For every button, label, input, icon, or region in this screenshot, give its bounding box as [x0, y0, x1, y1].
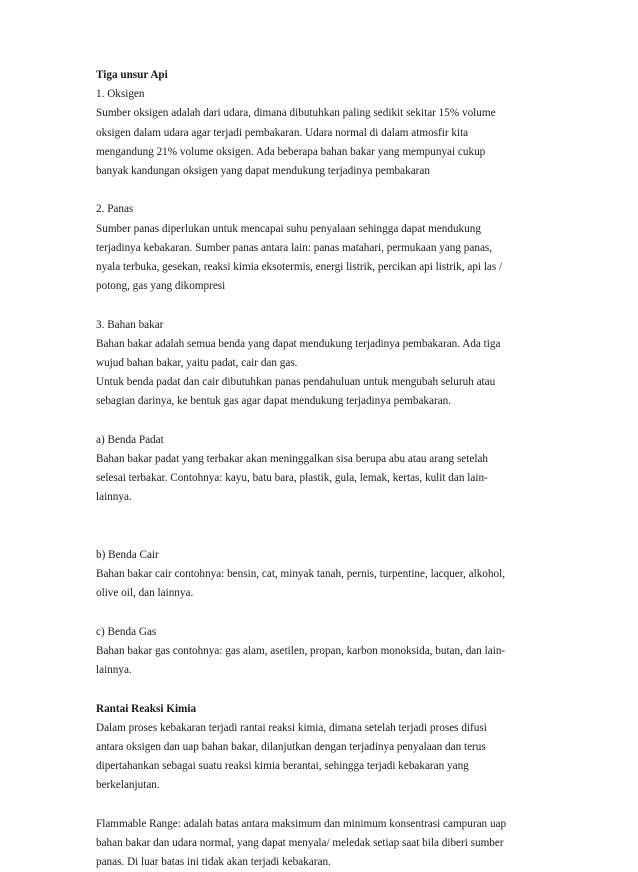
- paragraph-spacer: [96, 296, 546, 315]
- paragraph-spacer: [96, 604, 546, 623]
- paragraph-line: olive oil, dan lainnya.: [96, 587, 194, 600]
- paragraph-spacer: [96, 796, 546, 815]
- item-label-oksigen: 1. Oksigen: [96, 88, 145, 101]
- paragraph-line: terjadinya kebakaran. Sumber panas antara lain: panas matahari, permukaan yang panas,: [96, 241, 493, 254]
- paragraph-line: Bahan bakar padat yang terbakar akan meninggalkan sisa berupa abu atau arang setelah: [96, 453, 489, 466]
- document-body: [96, 66, 546, 872]
- paragraph-line: berkelanjutan.: [96, 779, 160, 792]
- paragraph-line: wujud bahan bakar, yaitu padat, cair dan gas.: [96, 357, 298, 370]
- paragraph-line: Sumber oksigen adalah dari udara, dimana dibutuhkan paling sedikit sekitar 15% volume: [96, 107, 496, 120]
- section-heading-rantai-reaksi-kimia: Rantai Reaksi Kimia: [96, 702, 197, 715]
- paragraph-line: nyala terbuka, gesekan, reaksi kimia eksotermis, energi listrik, percikan api listrik, api las /: [96, 261, 503, 274]
- paragraph-line: antara oksigen dan uap bahan bakar, dilanjutkan dengan terjadinya penyalaan dan terus: [96, 741, 486, 754]
- paragraph-line: lainnya.: [96, 664, 132, 677]
- paragraph-line: lainnya.: [96, 491, 132, 504]
- paragraph-line: Flammable Range: adalah batas antara maksimum dan minimum konsentrasi campuran uap: [96, 817, 507, 830]
- paragraph-line: panas. Di luar batas ini tidak akan terjadi kebakaran.: [96, 856, 331, 869]
- paragraph-spacer: [96, 508, 546, 546]
- paragraph-spacer: [96, 412, 546, 431]
- paragraph-line: banyak kandungan oksigen yang dapat mendukung terjadinya pembakaran: [96, 165, 430, 178]
- paragraph-line: potong, gas yang dikompresi: [96, 280, 226, 293]
- paragraph-line: sebagian darinya, ke bentuk gas agar dapat mendukung terjadinya pembakaran.: [96, 395, 452, 408]
- paragraph-line: Untuk benda padat dan cair dibutuhkan panas pendahuluan untuk mengubah seluruh atau: [96, 376, 496, 389]
- paragraph-spacer: [96, 181, 546, 200]
- subitem-label-benda-padat: a) Benda Padat: [96, 433, 164, 446]
- paragraph-line: selesai terbakar. Contohnya: kayu, batu bara, plastik, gula, lemak, kertas, kulit dan lain-: [96, 472, 488, 485]
- paragraph-line: oksigen dalam udara agar terjadi pembakaran. Udara normal di dalam atmosfir kita: [96, 126, 469, 139]
- paragraph-spacer: [96, 680, 546, 699]
- item-label-bahan-bakar: 3. Bahan bakar: [96, 318, 164, 331]
- paragraph-line: Bahan bakar gas contohnya: gas alam, asetilen, propan, karbon monoksida, butan, dan lain-: [96, 645, 506, 658]
- paragraph-line: bahan bakar dan udara normal, yang dapat menyala/ meledak setiap saat bila diberi sumber: [96, 837, 504, 850]
- subitem-label-benda-gas: c) Benda Gas: [96, 625, 157, 638]
- paragraph-line: Dalam proses kebakaran terjadi rantai reaksi kimia, dimana setelah terjadi proses difusi: [96, 721, 487, 734]
- paragraph-line: Bahan bakar cair contohnya: bensin, cat, minyak tanah, pernis, turpentine, lacquer, alkohol,: [96, 568, 505, 581]
- section-heading-tiga-unsur-api: Tiga unsur Api: [96, 69, 168, 81]
- paragraph-line: Sumber panas diperlukan untuk mencapai suhu penyalaan sehingga dapat mendukung: [96, 222, 481, 235]
- paragraph-line: dipertahankan sebagai suatu reaksi kimia berantai, sehingga terjadi kebakaran yang: [96, 760, 469, 773]
- item-label-panas: 2. Panas: [96, 203, 134, 216]
- paragraph-line: Bahan bakar adalah semua benda yang dapat mendukung terjadinya pembakaran. Ada tiga: [96, 337, 501, 350]
- paragraph-line: mengandung 21% volume oksigen. Ada beberapa bahan bakar yang mempunyai cukup: [96, 145, 486, 158]
- subitem-label-benda-cair: b) Benda Cair: [96, 549, 159, 562]
